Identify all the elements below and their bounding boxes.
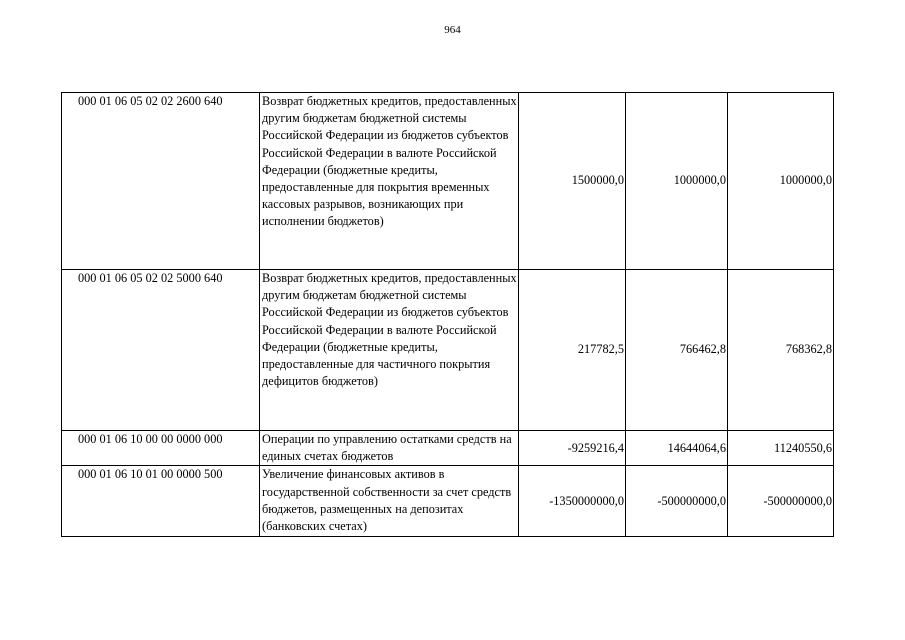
value-cell-3: 11240550,6 (728, 431, 834, 466)
budget-code-cell: 000 01 06 05 02 02 2600 640 (62, 93, 260, 270)
table-row (62, 93, 834, 270)
table-row (62, 270, 834, 431)
value-cell-2: 766462,8 (626, 270, 728, 431)
value-cell-1: -9259216,4 (519, 431, 626, 466)
table-row (62, 466, 834, 537)
description-cell: Возврат бюджетных кредитов, предоставленных другим бюджетам бюджетной системы Российской Федерации из бюджетов субъектов Российской Федерации в валюте Российской Федерации (бюджетные кредиты, предоставленные для частичного покрытия дефицитов бюджетов) (260, 270, 519, 431)
value-cell-3: 768362,8 (728, 270, 834, 431)
description-cell: Возврат бюджетных кредитов, предоставленных другим бюджетам бюджетной системы Российской Федерации из бюджетов субъектов Российской Федерации в валюте Российской Федерации (бюджетные кредиты, предоставленные для покрытия временных кассовых разрывов, возникающих при исполнении бюджетов) (260, 93, 519, 270)
description-cell: Увеличение финансовых активов в государственной собственности за счет средств бюджетов, размещенных на депозитах (банковских счетах) (260, 466, 519, 537)
value-cell-3: -500000000,0 (728, 466, 834, 537)
description-cell: Операции по управлению остатками средств на единых счетах бюджетов (260, 431, 519, 466)
budget-sources-table (61, 92, 834, 537)
value-cell-3: 1000000,0 (728, 93, 834, 270)
value-cell-1: -1350000000,0 (519, 466, 626, 537)
value-cell-1: 217782,5 (519, 270, 626, 431)
budget-code-cell: 000 01 06 10 01 00 0000 500 (62, 466, 260, 537)
value-cell-1: 1500000,0 (519, 93, 626, 270)
budget-code-cell: 000 01 06 05 02 02 5000 640 (62, 270, 260, 431)
value-cell-2: -500000000,0 (626, 466, 728, 537)
page-number: 964 (444, 24, 461, 36)
value-cell-2: 1000000,0 (626, 93, 728, 270)
value-cell-2: 14644064,6 (626, 431, 728, 466)
table-row (62, 431, 834, 466)
budget-code-cell: 000 01 06 10 00 00 0000 000 (62, 431, 260, 466)
